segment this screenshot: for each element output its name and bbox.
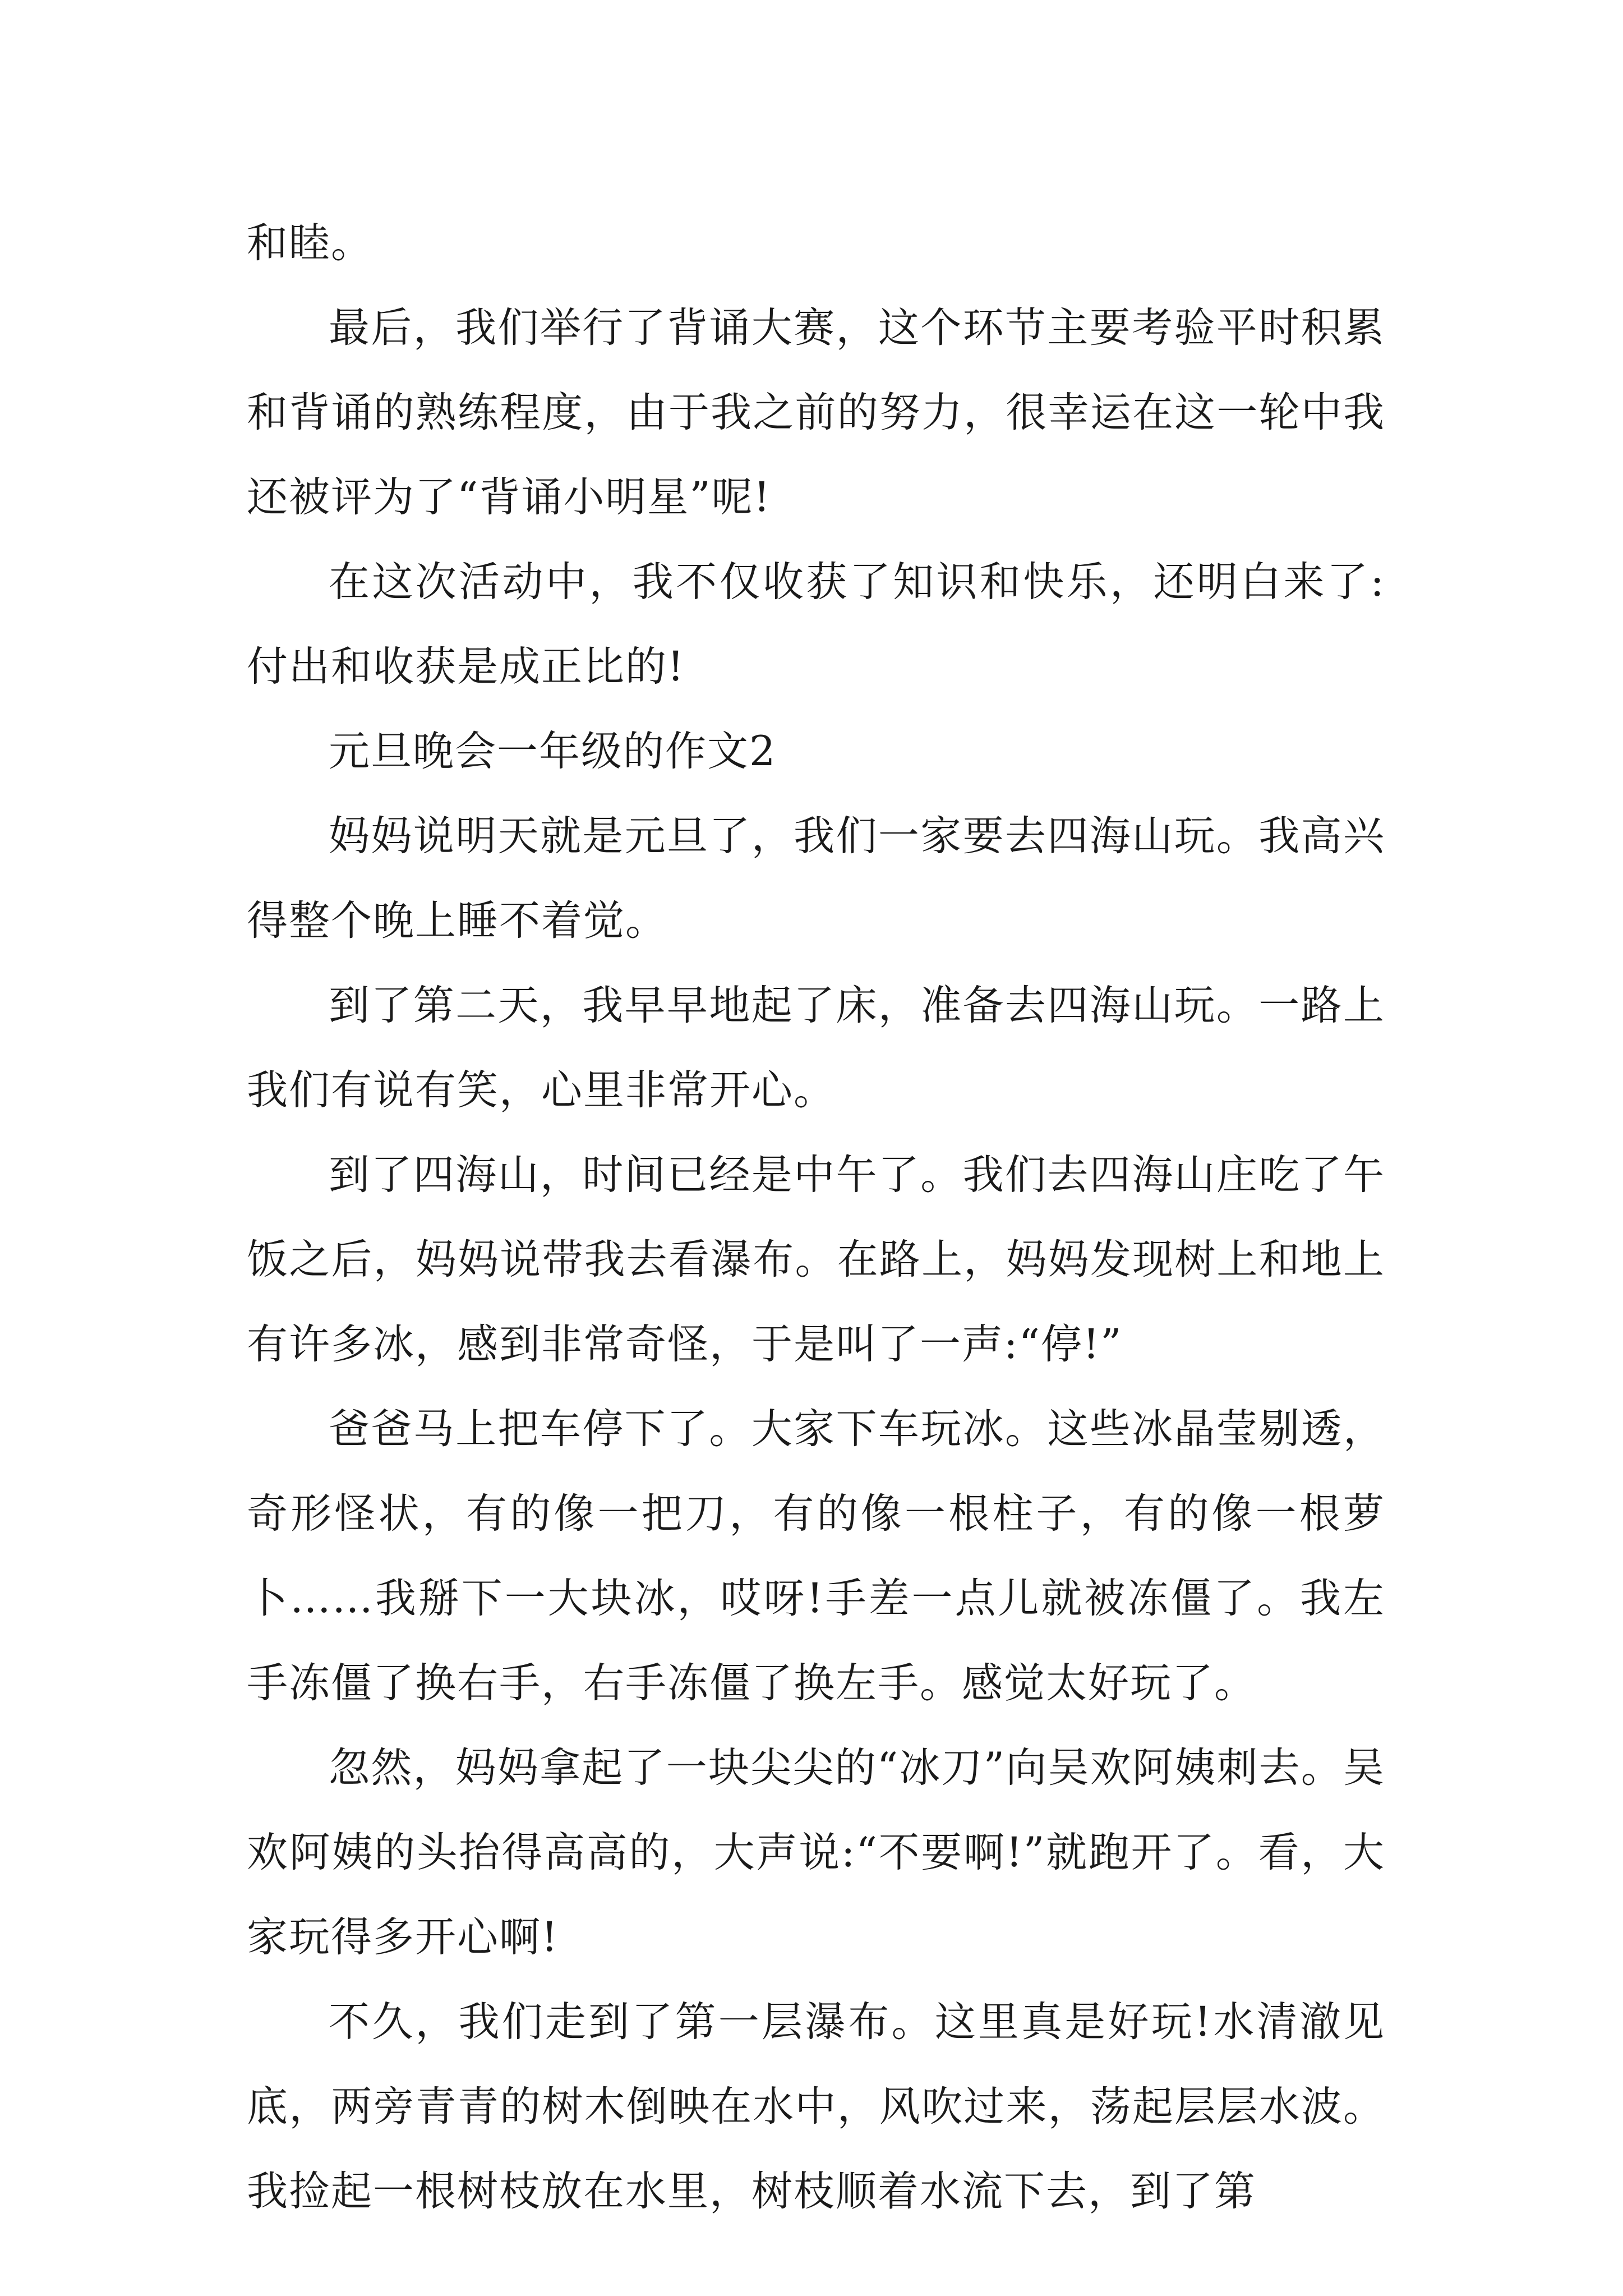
paragraph-2: 最后，我们举行了背诵大赛，这个环节主要考验平时积累和背诵的熟练程度，由于我之前的努力，很幸运在这一轮中我还被评为了“背诵小明星”呢! bbox=[247, 304, 1385, 521]
essay-body bbox=[247, 201, 1385, 2234]
paragraph-5: 到了第二天，我早早地起了床，准备去四海山玩。一路上我们有说有笑，心里非常开心。 bbox=[247, 982, 1385, 1114]
paragraph-8: 忽然，妈妈拿起了一块尖尖的“冰刀”向吴欢阿姨刺去。吴欢阿姨的头抬得高高的，大声说:“不要啊!”就跑开了。看，大家玩得多开心啊! bbox=[247, 1744, 1385, 1961]
paragraph-4: 妈妈说明天就是元旦了，我们一家要去四海山玩。我高兴得整个晚上睡不着觉。 bbox=[247, 812, 1385, 945]
section-heading: 元旦晚会一年级的作文2 bbox=[329, 728, 777, 775]
paragraph-9: 不久，我们走到了第一层瀑布。这里真是好玩!水清澈见底，两旁青青的树木倒映在水中，风吹过来，荡起层层水波。我捡起一根树枝放在水里，树枝顺着水流下去，到了第 bbox=[247, 1998, 1385, 2215]
paragraph-7: 爸爸马上把车停下了。大家下车玩冰。这些冰晶莹剔透，奇形怪状，有的像一把刀，有的像一根柱子，有的像一根萝卜……我掰下一大块冰，哎呀!手差一点儿就被冻僵了。我左手冻僵了换右手，右手冻僵了换左手。感觉太好玩了。 bbox=[247, 1405, 1385, 1707]
paragraph-6: 到了四海山，时间已经是中午了。我们去四海山庄吃了午饭之后，妈妈说带我去看瀑布。在路上，妈妈发现树上和地上有许多冰，感到非常奇怪，于是叫了一声:“停!” bbox=[247, 1151, 1385, 1368]
paragraph-1: 和睦。 bbox=[247, 219, 373, 267]
paragraph-3: 在这次活动中，我不仅收获了知识和快乐，还明白来了:付出和收获是成正比的! bbox=[247, 558, 1385, 691]
